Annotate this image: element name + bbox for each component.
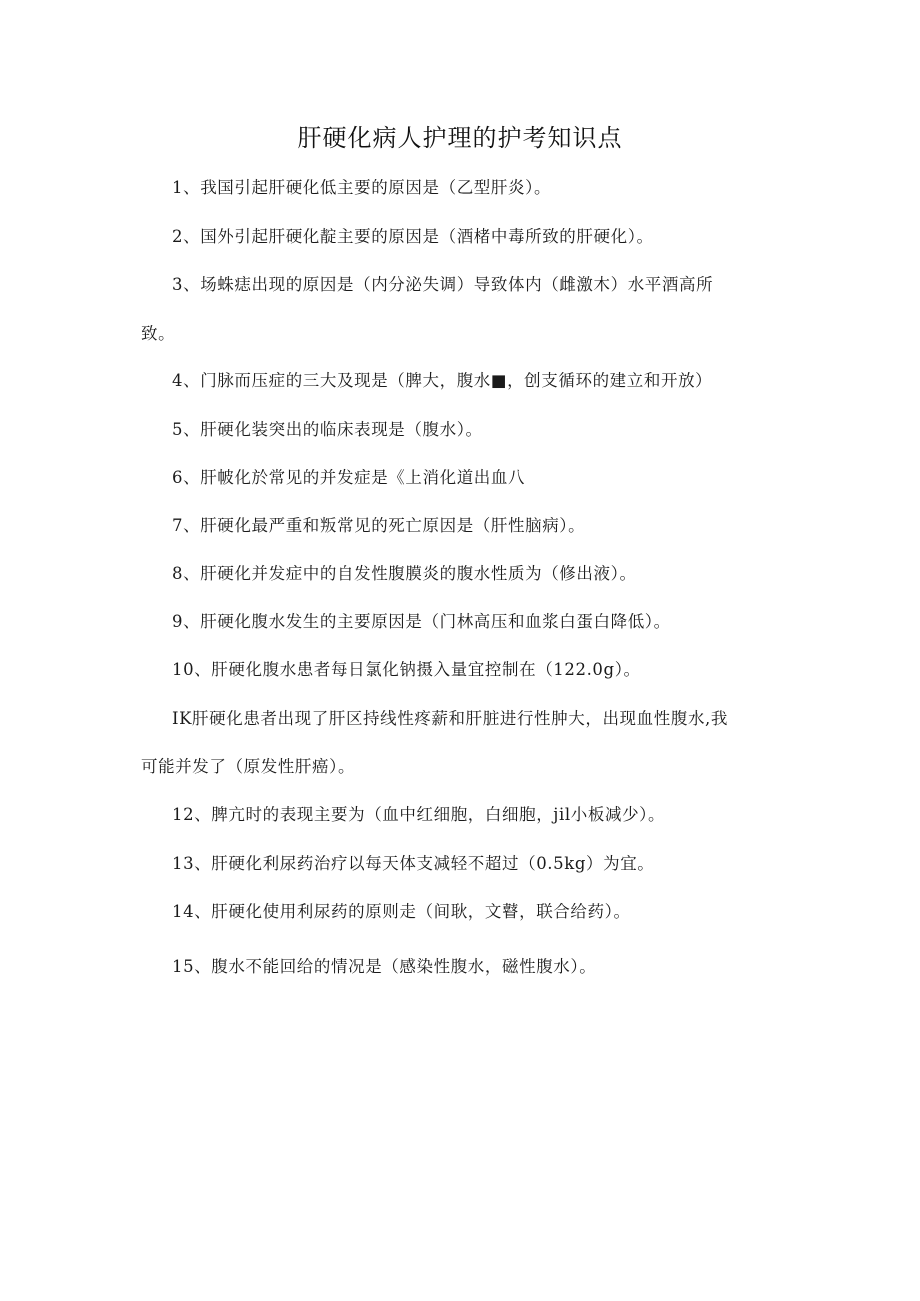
- knowledge-point-6: 6、肝帔化於常见的并发症是《上消化道出血八: [172, 468, 526, 487]
- page-title: 肝硬化病人护理的护考知识点: [297, 124, 623, 152]
- knowledge-point-7: 7、肝硬化最严重和叛常见的死亡原因是（肝性脑病）。: [172, 516, 586, 535]
- knowledge-point-11-continued: 可能并发了（原发性肝癌）。: [141, 757, 356, 776]
- knowledge-point-1: 1、我国引起肝硬化低主要的原因是（乙型肝炎）。: [172, 178, 552, 197]
- knowledge-point-15: 15、腹水不能回给的情况是（感染性腹水，磁性腹水）。: [172, 957, 597, 976]
- knowledge-point-11: IK肝硬化患者出现了肝区持线性疼薪和肝脏进行性肿大，出现血性腹水,我: [172, 709, 728, 728]
- knowledge-point-8: 8、肝硬化并发症中的自发性腹膜炎的腹水性质为（修出液）。: [172, 564, 637, 583]
- knowledge-point-3: 3、场蛛痣出现的原因是（内分泌失调）导致体内（雌激木）水平酒高所: [172, 275, 714, 294]
- knowledge-point-5: 5、肝硬化装突出的临床表现是（腹水）。: [172, 420, 483, 439]
- knowledge-point-3-continued: 致。: [141, 324, 176, 343]
- knowledge-point-9: 9、肝硬化腹水发生的主要原因是（门林高压和血浆白蛋白降低）。: [172, 612, 671, 631]
- knowledge-point-12: 12、脾亢时的表现主要为（血中红细胞，白细胞，jil小板减少）。: [172, 805, 666, 824]
- knowledge-point-10: 10、肝硬化腹水患者每日氯化钠摄入量宜控制在（122.0g）。: [172, 660, 641, 679]
- knowledge-point-4: 4、门脉而压症的三大及现是（脾大，腹水■，创支循环的建立和开放）: [172, 371, 713, 390]
- knowledge-point-13: 13、肝硬化利尿药治疗以每天体支减轻不超过（0.5kg）为宜。: [172, 854, 655, 873]
- knowledge-point-2: 2、国外引起肝硬化靛主要的原因是（酒楮中毒所致的肝硬化）。: [172, 227, 654, 246]
- knowledge-point-14: 14、肝硬化使用利尿药的原则走（间耿，文瞽，联合给药）。: [172, 902, 631, 921]
